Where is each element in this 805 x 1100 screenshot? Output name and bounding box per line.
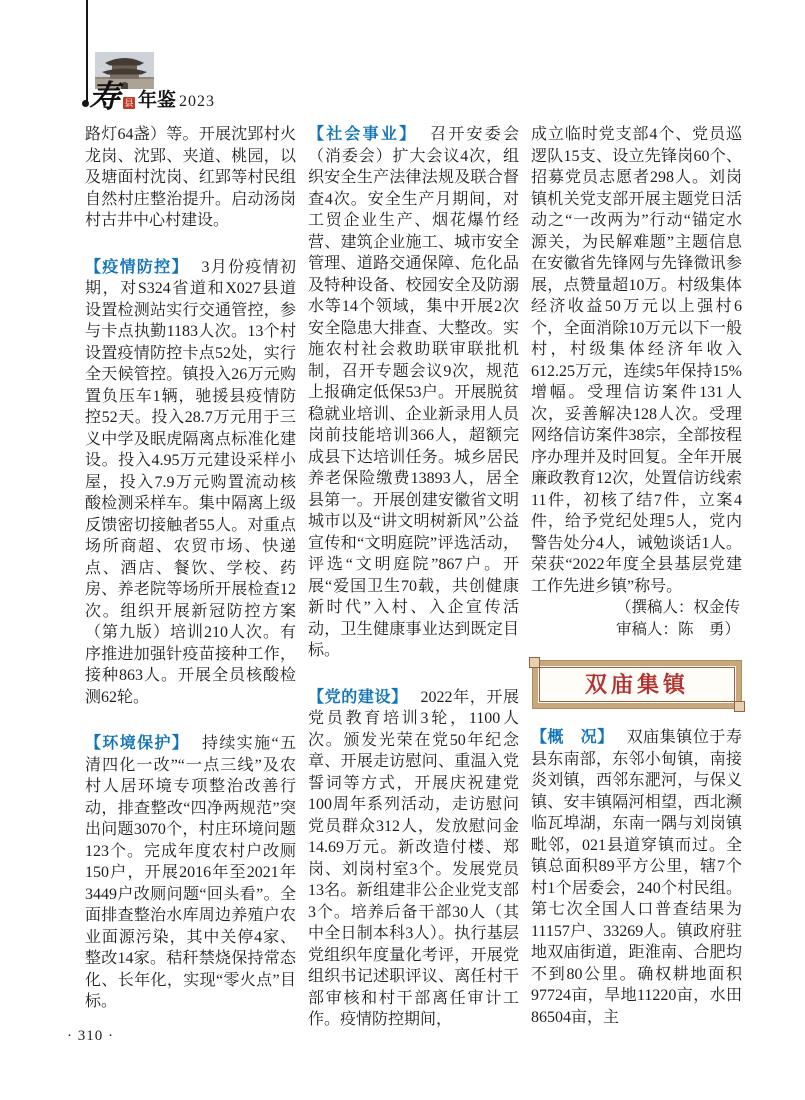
- logo-shou-calligraphy: 寿: [89, 79, 120, 114]
- body-paragraph: 成立临时党支部4个、党员巡逻队15支、设立先锋岗60个、招募党员志愿者298人。刘岗镇机关党支部开展主题党日活动之“一改两为”行动“锚定水源关，为民解难题”主题信息在安徽省先锋网与先锋微讯参展，点赞量超10万。村级集体经济收益50万元以上强村6个，全面消除10万元以下一般村，村级集体经济年收入612.25万元，连续5年保持15%增幅。受理信访案件131人次，妥善解决128人次。受理网络信访案件38宗，全部按程序办理并及时回复。全年开展廉政教育12次，处置信访线索11件，初核了结7件，立案4件，给予党纪处理5人，党内警告处分4人，诫勉谈话1人。荣获“2022年度全县基层党建工作先进乡镇”称号。: [531, 126, 742, 595]
- entry-head: 【疫情防控】: [85, 258, 189, 276]
- entry-head: 【党的建设】: [308, 688, 408, 706]
- entry-paragraph: 【社会事业】 召开安委会（消委会）扩大会议4次，组织安全生产法律法规及联合督查4次。安全生产月期间，对工贸企业生产、烟花爆竹经营、建筑企业施工、城市安全管理、道路交通保障、危化品及特种设备、校园安全及防溺水等14个领域，集中开展2次安全隐患大排查、大整改。实施农村社会救助联审联批机制，召开专题会议9次，规范上报确定低保53户。开展脱贫稳就业培训、企业新录用人员岗前技能培训366人，超额完成县下达培训任务。城乡居民养老保险缴费13893人，居全县第一。开展创建安徽省文明城市以及“讲文明树新风”公益宣传和“文明庭院”评选活动，评选“文明庭院”867户。开展“爱国卫生70载，共创健康新时代”入村、入企宣传活动，卫生健康事业达到既定目标。: [308, 126, 519, 659]
- entry-head: 【社会事业】: [308, 126, 418, 143]
- section-title-box: [533, 661, 741, 708]
- credit-line: （撰稿人：权金传: [615, 599, 740, 616]
- yearbook-logo: [89, 79, 216, 114]
- text-column-1: [85, 124, 296, 1013]
- header-vertical-rule: [86, 0, 88, 103]
- entry-head: 【环境保护】: [85, 735, 190, 752]
- text-column-2: [308, 124, 519, 1031]
- entry-paragraph: 【疫情防控】 3月份疫情初期，对S324省道和X027县道设置检测站实行交通管控，参与卡点执勤1183人次。13个村设置疫情防控卡点52处，实行全天候管控。镇投入26万元购置负压车1辆，驰援县疫情防控52天。投入28.7万元用于三义中学及眠虎隔离点标准化建设。投入4.95万元建设采样小屋，投入7.9万元购置流动核酸检测采样车。集中隔离上级反馈密切接触者55人。对重点场所商超、农贸市场、快递点、酒店、餐饮、学校、药房、养老院等场所开展检查12次。组织开展新冠防控方案（第九版）培训210人次。有序推进加强针疫苗接种工作，接种863人。开展全员核酸检测62轮。: [85, 258, 296, 706]
- entry-head: 【概 况】: [531, 729, 614, 746]
- entry-paragraph: 【党的建设】 2022年，开展党员教育培训3轮，1100人次。颁发光荣在党50年纪念章、开展走访慰问、重温入党誓词等方式，开展庆祝建党100周年系列活动，走访慰问党员群众312人，发放慰问金14.69万元。新改造付楼、郑岗、刘岗村室3个。发展党员13名。新组建非公企业党支部3个。培养后备干部30人（其中全日制本科3人）。执行基层党组织年度量化考评，开展党组织书记述职评议、离任村干部审核和村干部离任审计工作。疫情防控期间，: [308, 688, 519, 1028]
- logo-nianjian: 年鉴: [138, 90, 177, 111]
- text-column-3: [531, 124, 742, 1028]
- entry-paragraph: 【概 况】 双庙集镇位于寿县东南部，东邻小甸镇，南接炎刘镇，西邻东淝河，与保义镇、安丰镇隔河相望，西北濒临瓦埠湖，东南一隅与刘岗镇毗邻，021县道穿镇而过。全镇总面积89平方公里，辖7个村1个居委会，240个村民组。第七次全国人口普查结果为11157户、33269人。镇政府驻地双庙街道，距淮南、合肥均不到80公里。确权耕地面积97724亩，旱地11220亩，水田86504亩，主: [531, 729, 742, 1026]
- body-paragraph: 路灯64盏）等。开展沈郢村火龙岗、沈郢、夹道、桃园，以及塘面村沈岗、红郢等村民组自然村庄整治提升。启动汤岗村古井中心村建设。: [85, 126, 296, 229]
- header-rule-dot: [82, 100, 89, 107]
- section-title: 双庙集镇: [584, 671, 689, 697]
- credit-lines: [531, 597, 742, 640]
- entry-paragraph: 【环境保护】 持续实施“五清四化一改”“一点三线”及农村人居环境专项整治改善行动，排查整改“四净两规范”突出问题3070个，村庄环境问题123个。完成年度农村户改厕150户，开展2016年至2021年3449户改厕问题“回头看”。全面排查整治水库周边养殖户农业面源污染，其中关停4家、整改14家。秸秆禁烧保持常态化、长年化，实现“零火点”目标。: [85, 735, 296, 1010]
- credit-line: 审稿人：陈 勇）: [615, 620, 740, 638]
- page-number: · 310 ·: [67, 1028, 114, 1044]
- logo-year: 2023: [179, 93, 216, 110]
- red-seal-icon: 县: [124, 98, 134, 108]
